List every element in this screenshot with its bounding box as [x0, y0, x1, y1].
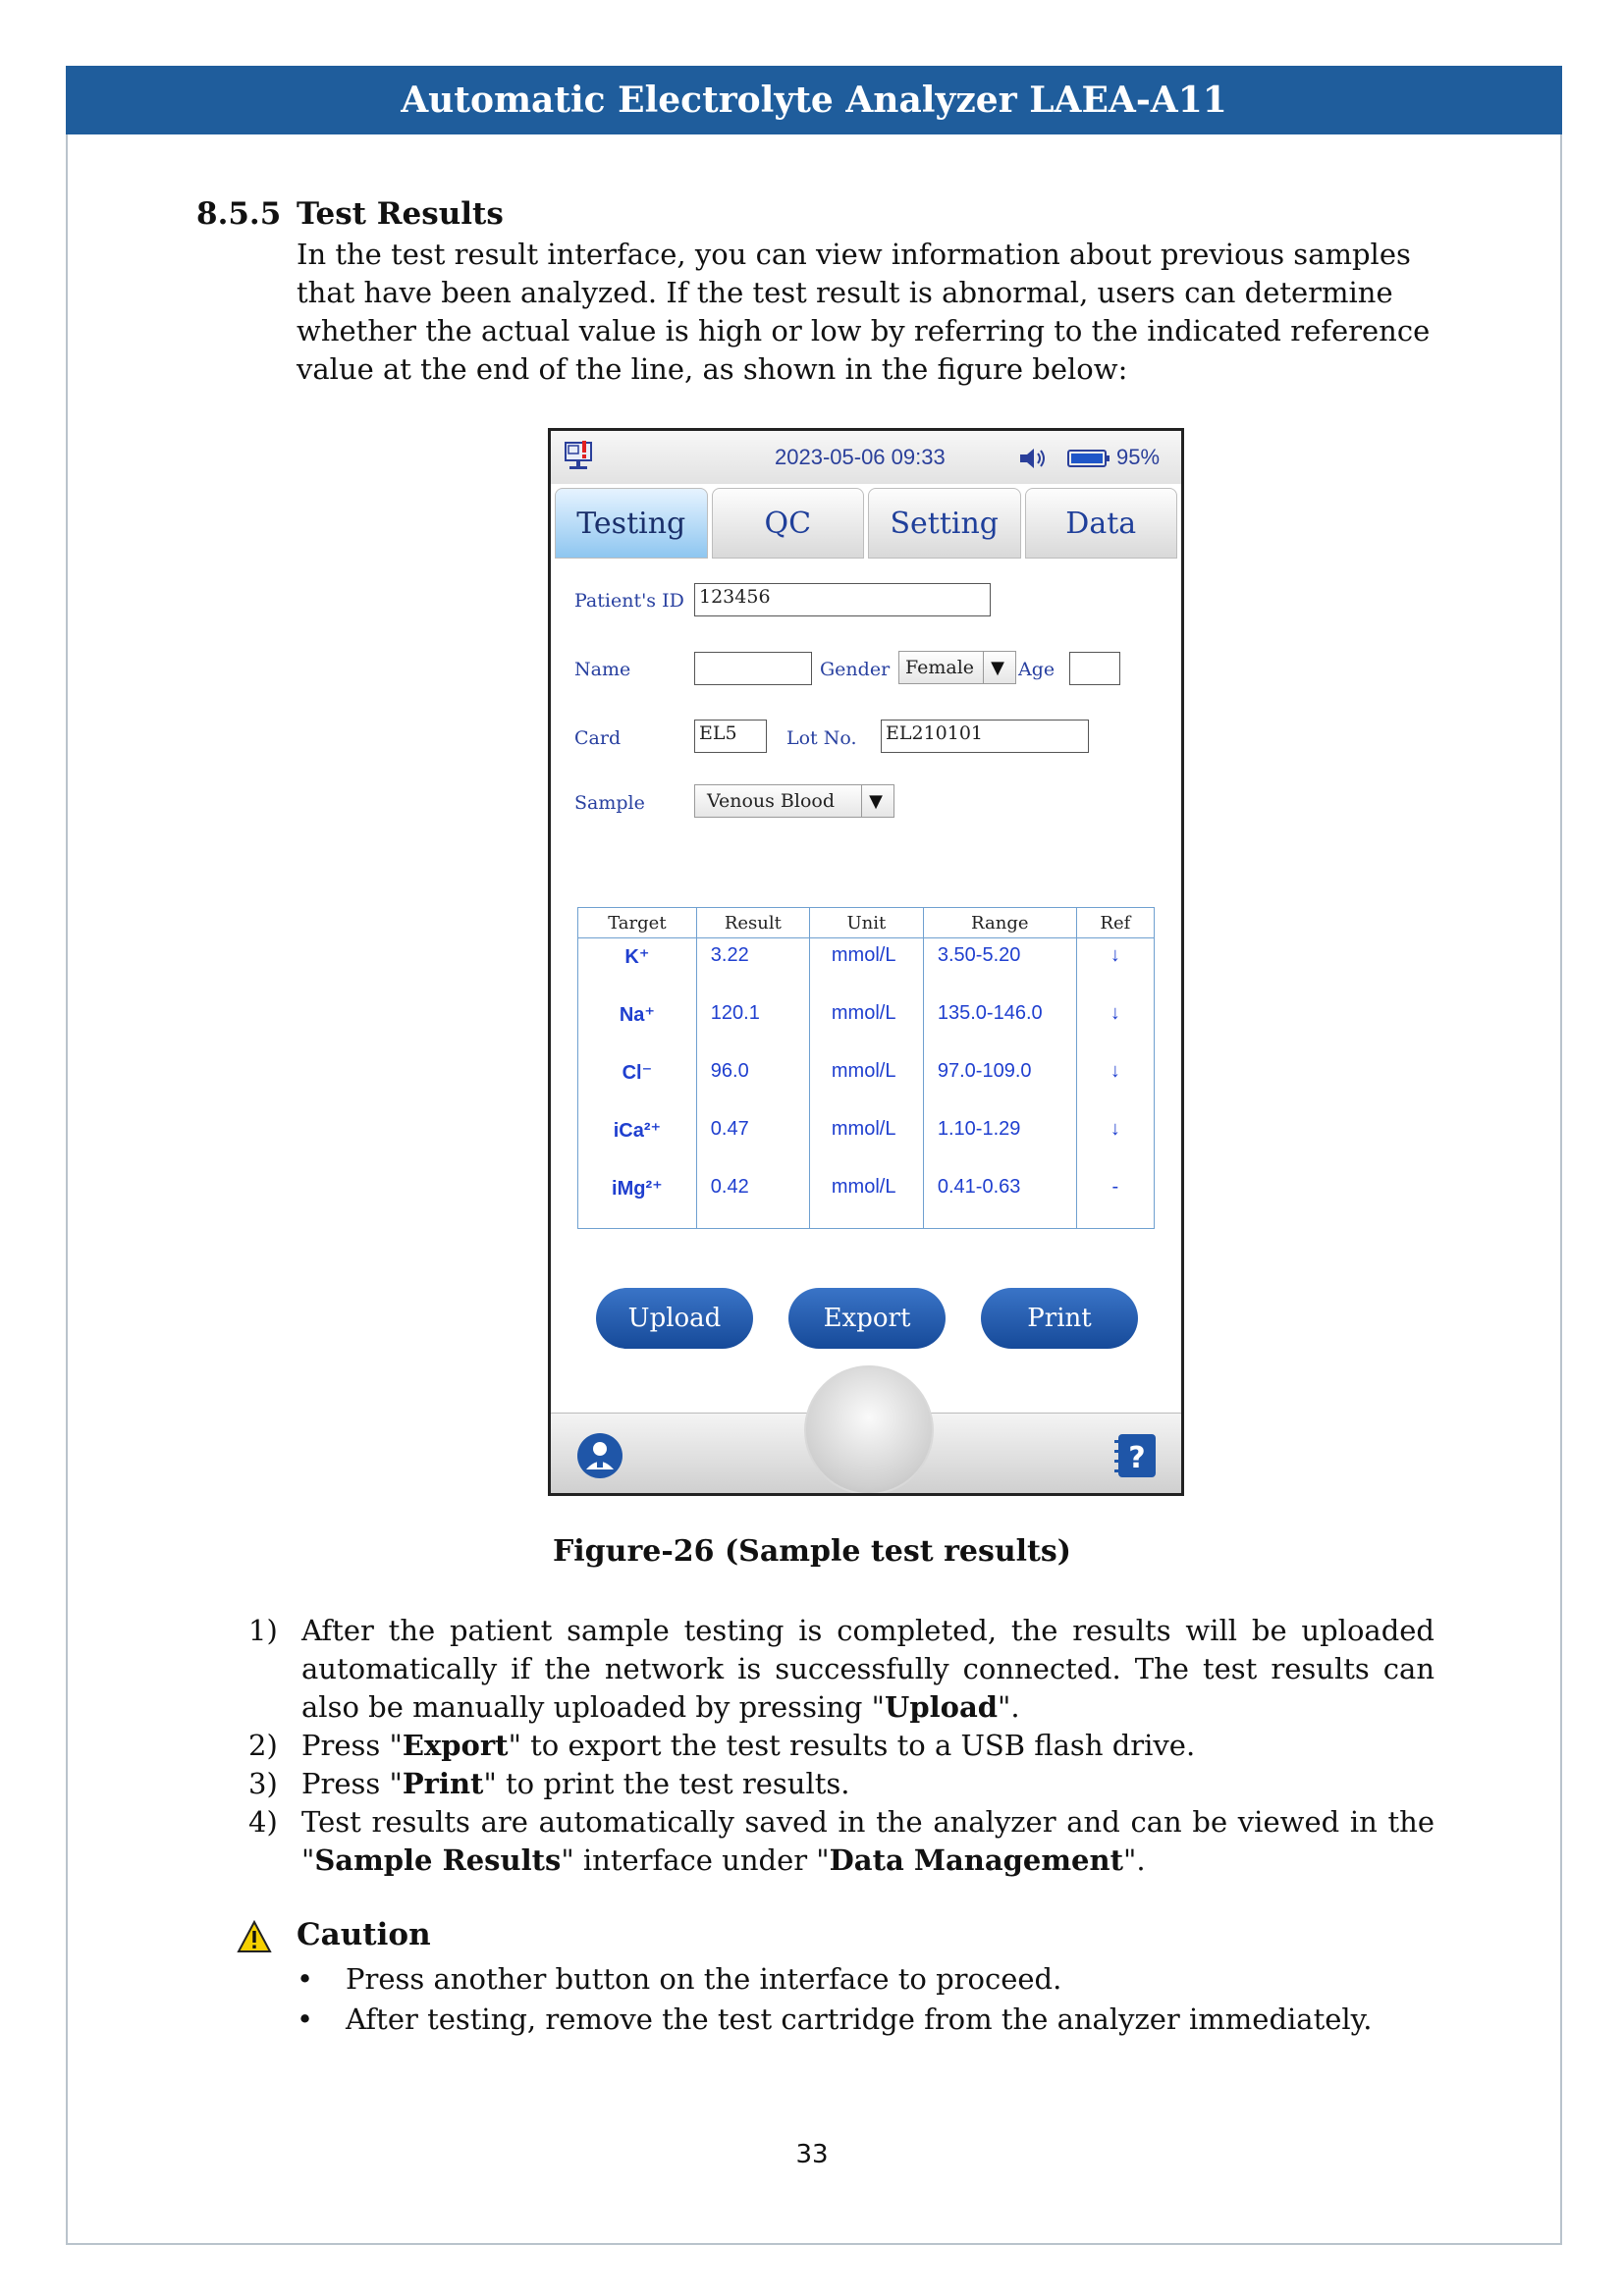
patient-id-input[interactable]: 123456	[694, 583, 991, 616]
table-row	[578, 938, 1155, 997]
step-text: After the patient sample testing is completed, the results will be uploaded automatically if the network is successfully connected. The test results can also be manually uploaded by pressing "Upload".	[301, 1614, 1435, 1724]
tab-qc[interactable]: QC	[712, 488, 865, 559]
document-header	[66, 66, 1562, 134]
table-header-row	[578, 908, 1155, 938]
warning-icon	[237, 1920, 272, 1953]
table-row	[578, 1054, 1155, 1112]
list-item	[248, 1765, 1435, 1803]
card-input[interactable]: EL5	[694, 720, 767, 753]
result-cell: 120.1	[696, 996, 809, 1054]
home-button[interactable]	[804, 1365, 934, 1495]
lot-no-label: Lot No.	[786, 727, 857, 749]
sample-value: Venous Blood	[707, 790, 836, 812]
unit-cell: mmol/L	[809, 1054, 923, 1112]
step-text: Press "Print" to print the test results.	[301, 1767, 850, 1800]
user-icon[interactable]	[576, 1432, 623, 1479]
page-number: 33	[795, 2140, 829, 2169]
ref-cell: -	[1076, 1170, 1154, 1229]
col-result: Result	[696, 908, 809, 938]
table-row	[578, 1170, 1155, 1229]
document-title: Automatic Electrolyte Analyzer LAEA-A11	[401, 80, 1227, 121]
table-row	[578, 1112, 1155, 1170]
gender-value: Female	[905, 657, 975, 678]
unit-cell: mmol/L	[809, 1112, 923, 1170]
figure-caption: Figure-26 (Sample test results)	[552, 1534, 1072, 1569]
list-item	[248, 1803, 1435, 1880]
battery-level: 95%	[1116, 445, 1161, 469]
age-label: Age	[1018, 659, 1056, 680]
tab-testing[interactable]: Testing	[555, 488, 708, 559]
gender-select[interactable]	[898, 651, 1016, 684]
list-item	[248, 1727, 1435, 1765]
step-text: Press "Export" to export the test results to a USB flash drive.	[301, 1729, 1196, 1762]
range-cell: 135.0-146.0	[923, 996, 1076, 1054]
unit-cell: mmol/L	[809, 1170, 923, 1229]
target-cell: Cl⁻	[578, 1054, 697, 1112]
speaker-icon[interactable]	[1018, 447, 1048, 470]
bullet-icon: •	[297, 1962, 314, 1996]
range-cell: 1.10-1.29	[923, 1112, 1076, 1170]
ref-cell: ↓	[1076, 938, 1154, 997]
lot-no-input[interactable]: EL210101	[881, 720, 1089, 753]
sample-label: Sample	[574, 792, 645, 814]
col-unit: Unit	[809, 908, 923, 938]
ref-cell: ↓	[1076, 1112, 1154, 1170]
tab-setting[interactable]: Setting	[868, 488, 1021, 559]
section-title: Test Results	[297, 196, 504, 232]
target-cell: iCa²⁺	[578, 1112, 697, 1170]
step-number: 3)	[248, 1767, 278, 1800]
battery-icon	[1067, 449, 1110, 468]
unit-cell: mmol/L	[809, 938, 923, 997]
list-item	[248, 1612, 1435, 1727]
patient-id-label: Patient's ID	[574, 590, 684, 612]
list-item	[297, 2000, 1372, 2040]
unit-cell: mmol/L	[809, 996, 923, 1054]
chevron-down-icon: ▼	[861, 785, 890, 817]
step-text: Test results are automatically saved in the analyzer and can be viewed in the "Sample Results" interface under "Data Management".	[301, 1805, 1435, 1877]
target-cell: K⁺	[578, 938, 697, 997]
result-cell: 96.0	[696, 1054, 809, 1112]
svg-text:?: ?	[1128, 1441, 1146, 1475]
col-ref: Ref	[1076, 908, 1154, 938]
caution-text: After testing, remove the test cartridge from the analyzer immediately.	[346, 2002, 1373, 2036]
target-cell: Na⁺	[578, 996, 697, 1054]
export-button[interactable]: Export	[788, 1288, 946, 1349]
col-range: Range	[923, 908, 1076, 938]
range-cell: 0.41-0.63	[923, 1170, 1076, 1229]
col-target: Target	[578, 908, 697, 938]
name-label: Name	[574, 659, 631, 680]
datetime: 2023-05-06 09:33	[775, 445, 946, 469]
device-status-icon	[563, 439, 600, 474]
status-bar	[551, 431, 1181, 484]
results-table	[577, 907, 1155, 1229]
section-intro: In the test result interface, you can view information about previous samples that have been analyzed. If the test result is abnormal, users can determine whether the actual value is high or low by referring to the indicated reference value at the end of the line, as shown in the figure below:	[297, 238, 1431, 386]
bullet-icon: •	[297, 2002, 314, 2036]
step-number: 2)	[248, 1729, 278, 1762]
name-input[interactable]	[694, 652, 812, 685]
tab-data[interactable]: Data	[1025, 488, 1178, 559]
step-number: 1)	[248, 1614, 278, 1647]
result-cell: 0.42	[696, 1170, 809, 1229]
print-button[interactable]: Print	[981, 1288, 1138, 1349]
ref-cell: ↓	[1076, 996, 1154, 1054]
gender-label: Gender	[820, 659, 891, 680]
caution-text: Press another button on the interface to proceed.	[346, 1962, 1062, 1996]
ref-cell: ↓	[1076, 1054, 1154, 1112]
upload-button[interactable]: Upload	[596, 1288, 753, 1349]
device-screenshot	[548, 428, 1184, 1496]
age-input[interactable]	[1069, 652, 1120, 685]
table-row	[578, 996, 1155, 1054]
help-icon[interactable]	[1110, 1430, 1162, 1481]
result-cell: 0.47	[696, 1112, 809, 1170]
steps-list	[248, 1612, 1435, 1880]
caution-list	[297, 1959, 1372, 2040]
chevron-down-icon: ▼	[983, 652, 1011, 683]
range-cell: 3.50-5.20	[923, 938, 1076, 997]
list-item	[297, 1959, 1372, 2000]
range-cell: 97.0-109.0	[923, 1054, 1076, 1112]
step-number: 4)	[248, 1805, 278, 1839]
target-cell: iMg²⁺	[578, 1170, 697, 1229]
main-tabs	[555, 488, 1177, 559]
result-cell: 3.22	[696, 938, 809, 997]
sample-select[interactable]	[694, 784, 894, 818]
card-label: Card	[574, 727, 622, 749]
caution-title: Caution	[297, 1917, 431, 1952]
section-number: 8.5.5	[196, 196, 282, 232]
